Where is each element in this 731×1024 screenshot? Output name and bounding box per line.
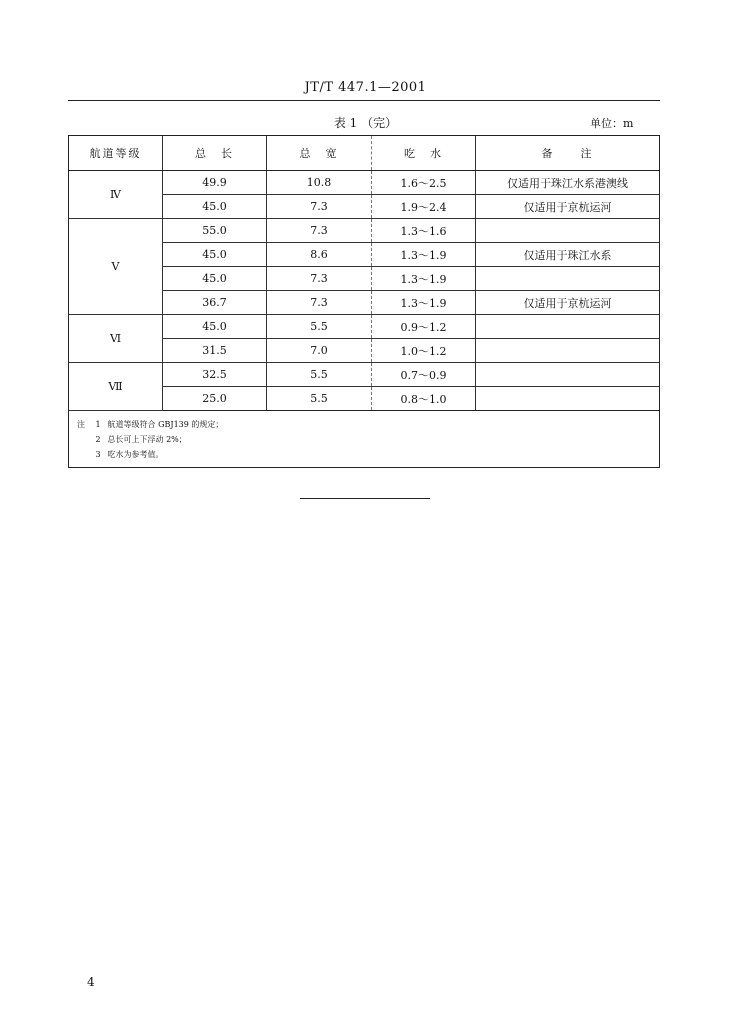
table-caption: 表 1 （完）	[333, 116, 398, 130]
draft-cell: 1.3～1.9	[372, 291, 476, 315]
length-cell: 55.0	[163, 219, 267, 243]
table-row	[69, 171, 659, 195]
grade-cell: Ⅵ	[69, 315, 163, 363]
length-cell: 45.0	[163, 315, 267, 339]
remark-cell: 仅适用于珠江水系港澳线	[476, 171, 660, 195]
column-header-grade: 航道等级	[69, 136, 163, 171]
column-header-width: 总 宽	[267, 136, 372, 171]
remark-cell: 仅适用于京杭运河	[476, 291, 660, 315]
header-rule	[68, 100, 660, 101]
note-text: 吃水为参考值。	[107, 450, 164, 459]
draft-cell: 1.6～2.5	[372, 171, 476, 195]
grade-cell: Ⅴ	[69, 219, 163, 315]
length-cell: 25.0	[163, 387, 267, 411]
unit-label: 单位：m	[590, 117, 634, 130]
draft-cell: 1.0～1.2	[372, 339, 476, 363]
table-notes	[69, 411, 659, 462]
grade-cell: Ⅳ	[69, 171, 163, 219]
width-cell: 7.3	[267, 219, 372, 243]
column-header-length: 总 长	[163, 136, 267, 171]
end-rule	[300, 498, 430, 499]
note-item	[77, 417, 659, 432]
length-cell: 45.0	[163, 267, 267, 291]
grade-cell: Ⅶ	[69, 363, 163, 411]
note-number: 3	[95, 450, 101, 459]
table-row	[69, 219, 659, 243]
length-cell: 49.9	[163, 171, 267, 195]
note-text: 航道等级符合 GBJ139 的规定；	[107, 420, 224, 429]
width-cell: 8.6	[267, 243, 372, 267]
note-item	[77, 447, 659, 462]
column-header-remark: 备 注	[476, 136, 660, 171]
width-cell: 7.3	[267, 291, 372, 315]
width-cell: 7.3	[267, 195, 372, 219]
vessel-dimension-table	[68, 135, 660, 468]
width-cell: 7.3	[267, 267, 372, 291]
width-cell: 5.5	[267, 315, 372, 339]
standard-code: JT/T 447.1—2001	[304, 80, 427, 95]
table-row	[69, 315, 659, 339]
draft-cell: 0.9～1.2	[372, 315, 476, 339]
notes-label: 注	[77, 420, 85, 429]
remark-cell	[476, 267, 660, 291]
remark-cell	[476, 315, 660, 339]
note-text: 总长可上下浮动 2%；	[107, 435, 187, 444]
length-cell: 31.5	[163, 339, 267, 363]
length-cell: 32.5	[163, 363, 267, 387]
draft-cell: 1.3～1.9	[372, 243, 476, 267]
remark-cell: 仅适用于珠江水系	[476, 243, 660, 267]
draft-cell: 0.7～0.9	[372, 363, 476, 387]
note-number: 1	[95, 420, 101, 429]
draft-cell: 1.3～1.9	[372, 267, 476, 291]
table-row	[69, 363, 659, 387]
remark-cell	[476, 219, 660, 243]
width-cell: 5.5	[267, 363, 372, 387]
remark-cell	[476, 339, 660, 363]
draft-cell: 1.3～1.6	[372, 219, 476, 243]
remark-cell	[476, 387, 660, 411]
remark-cell: 仅适用于京杭运河	[476, 195, 660, 219]
width-cell: 7.0	[267, 339, 372, 363]
length-cell: 45.0	[163, 195, 267, 219]
width-cell: 10.8	[267, 171, 372, 195]
page-number: 4	[87, 975, 95, 989]
width-cell: 5.5	[267, 387, 372, 411]
length-cell: 36.7	[163, 291, 267, 315]
draft-cell: 1.9～2.4	[372, 195, 476, 219]
draft-cell: 0.8～1.0	[372, 387, 476, 411]
note-number: 2	[95, 435, 101, 444]
length-cell: 45.0	[163, 243, 267, 267]
data-table	[69, 136, 659, 411]
column-header-draft: 吃 水	[372, 136, 476, 171]
note-item	[77, 432, 659, 447]
header-row	[69, 136, 659, 171]
remark-cell	[476, 363, 660, 387]
